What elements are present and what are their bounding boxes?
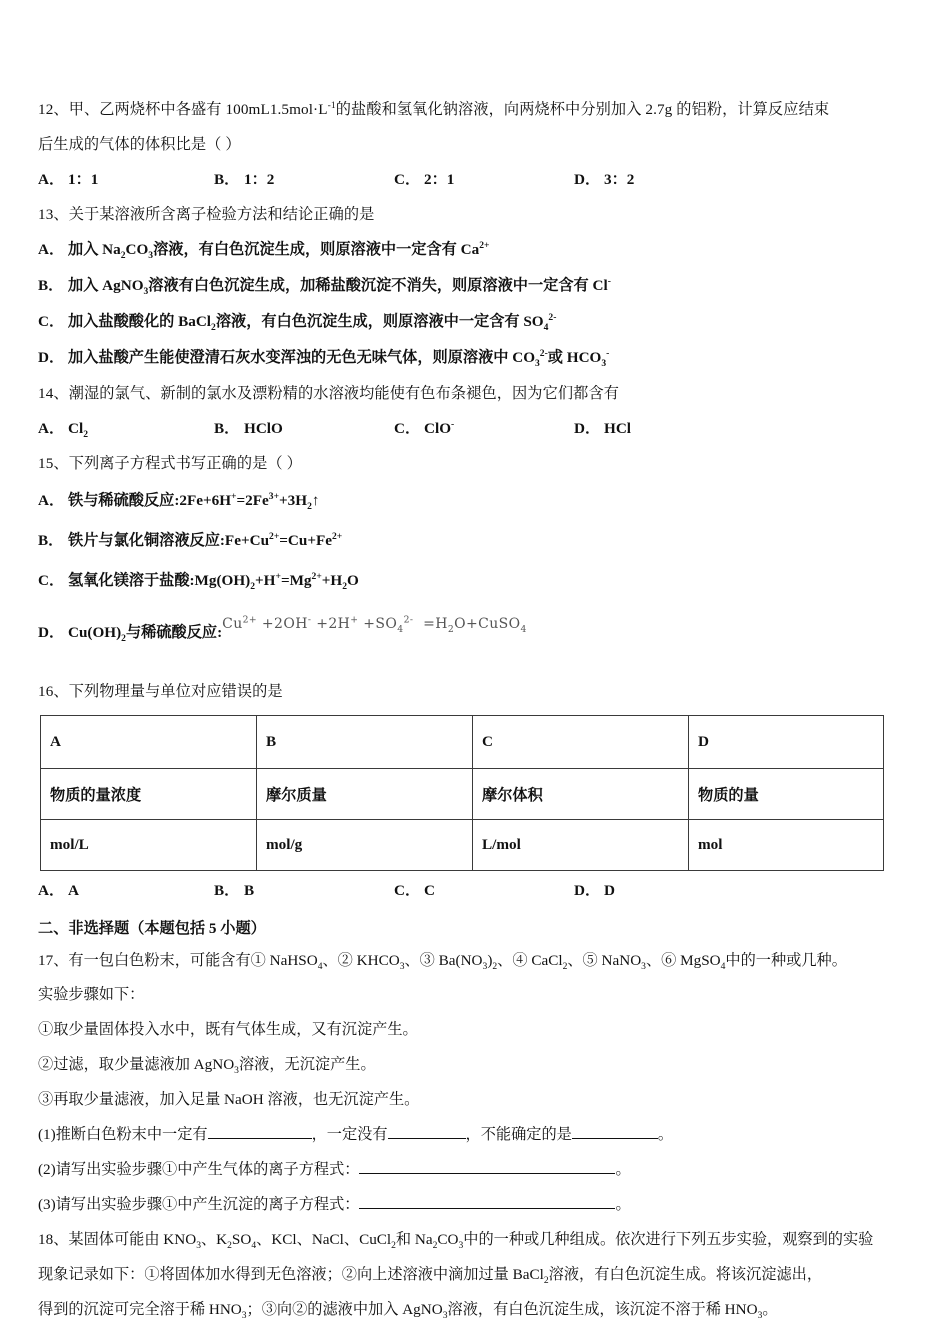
answer-blank-5[interactable] xyxy=(359,1194,615,1209)
question-17-stem-text: 有一包白色粉末，可能含有① NaHSO$_4$、② $KHCO_3$、③ $Ba(NO_3)_2$、④ CaCl$_2$、⑤ NaNO$_3$、⑥ MgSO$_4$中的一种或几种。 xyxy=(68,952,847,973)
question-15-option-a[interactable]: A． 铁与稀硫酸反应$:2Fe+6H^+=2Fe^{3+}+3H_2↑$ xyxy=(38,490,320,513)
question-17-step-3: ③再取少量滤液，加入足量 NaOH 溶液，也无沉淀产生。 xyxy=(38,1091,420,1108)
question-18-line-2 xyxy=(38,1257,910,1292)
question-17-sub-2: (2)请写出实验步骤①中产生气体的离子方程式： 。 xyxy=(38,1161,631,1178)
question-14-options xyxy=(38,411,910,446)
table-cell-header-a: A xyxy=(41,716,257,769)
question-12-option-d[interactable]: D． 3：2 xyxy=(574,171,635,188)
table-cell-quantity-a: 物质的量浓度 xyxy=(41,769,257,820)
question-13-option-c[interactable]: C． 加入盐酸酸化的 BaCl$_2$溶液，有白色沉淀生成，则原溶液中一定含有 $SO_4^{2-}$ xyxy=(38,311,557,334)
question-12-stem-text-a: 甲、乙两烧杯中各盛有 $100mL1.5mol\cdot L^{-1}$的盐酸和氢氧化钠溶液，向两烧杯中分别加入 2.7g 的铝粉，计算反应结束 xyxy=(68,99,830,118)
table-cell-header-c: C xyxy=(473,716,689,769)
table-cell-header-d: D xyxy=(689,716,884,769)
question-18-line-1 xyxy=(38,1222,910,1257)
question-14-option-d[interactable]: D． HCl xyxy=(574,420,632,437)
question-14-number: 14、 xyxy=(38,385,69,402)
physical-quantity-unit-table xyxy=(40,715,884,871)
table-row-header xyxy=(41,716,884,769)
question-16-option-c[interactable]: C． C xyxy=(394,882,435,899)
question-17-sub-1: (1)推断白色粉末中一定有 ，一定没有 ，不能确定的是 。 xyxy=(38,1126,674,1143)
question-12-number: 12、 xyxy=(38,101,69,118)
question-16-option-a[interactable]: A． A xyxy=(38,882,79,899)
answer-blank-1[interactable] xyxy=(208,1124,312,1139)
question-17-step-1: ①取少量固体投入水中，既有气体生成，又有沉淀产生。 xyxy=(38,1021,418,1038)
question-18-line-2-text: 现象记录如下：①将固体加水得到无色溶液；②向上述溶液中滴加过量 BaCl$_2$溶液，有白色沉淀生成。将该沉淀滤出， xyxy=(38,1266,822,1287)
question-14 xyxy=(38,376,910,446)
question-15-stem: 15、下列离子方程式书写正确的是（ ） xyxy=(38,455,302,472)
question-16-option-d[interactable]: D． D xyxy=(574,882,615,899)
question-15-option-d-equation: $Cu^{2+} +2OH^- +2H^+ +SO_4^{2-}$ $=H_2O+CuSO_4$ xyxy=(222,614,527,635)
question-12-option-b[interactable]: B． 1：2 xyxy=(214,171,275,188)
question-15-option-b[interactable]: B． 铁片与氯化铜溶液反应$:Fe+Cu^{2+}=Cu+Fe^{2+}$ xyxy=(38,530,343,549)
table-cell-quantity-d: 物质的量 xyxy=(689,769,884,820)
table-cell-quantity-c: 摩尔体积 xyxy=(473,769,689,820)
question-15-number: 15、 xyxy=(38,455,69,472)
question-18-line-3-text: 得到的沉淀可完全溶于稀 $HNO_3$；③向②的滤液中加入 AgNO$_3$溶液，有白色沉淀生成，该沉淀不溶于稀 $HNO_3$。 xyxy=(38,1301,778,1322)
question-15 xyxy=(38,446,910,655)
question-17-stem xyxy=(38,944,910,977)
section-2-title: 二、非选择题（本题包括 5 小题） xyxy=(38,920,266,937)
question-14-stem: 14、潮湿的氯气、新制的氯水及漂粉精的水溶液均能使有色布条褪色，因为它们都含有 xyxy=(38,385,620,402)
question-17-sub-3: (3)请写出实验步骤①中产生沉淀的离子方程式： 。 xyxy=(38,1196,631,1213)
question-12-stem-line-1 xyxy=(38,92,910,127)
question-18-line-1-text: 某固体可能由 $KNO_3$、$K_2SO_4$、KCl、NaCl、CuCl$_2$和 $Na_2CO_3$中的一种或几种组成。依次进行下列五步实验，观察到的实验 xyxy=(68,1231,874,1252)
question-17 xyxy=(38,944,910,1222)
question-14-option-b[interactable]: B． HClO xyxy=(214,420,283,437)
question-13-option-b[interactable]: B． 加入 AgNO$_3$溶液有白色沉淀生成，加稀盐酸沉淀不消失，则原溶液中一定含有 Cl- xyxy=(38,275,611,298)
question-12-option-c[interactable]: C． 2：1 xyxy=(394,171,455,188)
answer-blank-4[interactable] xyxy=(359,1159,615,1174)
question-13-option-d[interactable]: D． 加入盐酸产生能使澄清石灰水变浑浊的无色无味气体，则原溶液中 $CO_3^{2-}$或 $HCO_3^-$ xyxy=(38,347,610,370)
table-cell-unit-a: mol/L xyxy=(41,820,257,871)
question-12-options xyxy=(38,162,910,197)
table-cell-quantity-b: 摩尔质量 xyxy=(257,769,473,820)
question-18-number: 18、 xyxy=(38,1231,69,1248)
question-15-option-d[interactable]: D． $Cu(OH)_2$与稀硫酸反应$:Cu^{2+} +2OH^- +2H^+ +SO_4^{2-}$ $=H_2O+CuSO_4$ xyxy=(38,614,527,645)
question-18 xyxy=(38,1222,910,1327)
table-cell-unit-b: mol/g xyxy=(257,820,473,871)
question-16-number: 16、 xyxy=(38,683,69,700)
table-row-unit xyxy=(41,820,884,871)
question-12-stem-line-2: 后生成的气体的体积比是（ ） xyxy=(38,136,241,153)
question-13-stem: 13、关于某溶液所含离子检验方法和结论正确的是 xyxy=(38,206,375,223)
question-16 xyxy=(38,677,910,906)
question-12 xyxy=(38,92,910,197)
question-14-option-a[interactable]: A． $Cl_2$ xyxy=(38,420,88,441)
question-16-options xyxy=(38,876,910,906)
table-row-quantity xyxy=(41,769,884,820)
table-cell-header-b: B xyxy=(257,716,473,769)
table-cell-unit-c: L/mol xyxy=(473,820,689,871)
question-16-option-b[interactable]: B． B xyxy=(214,882,255,899)
question-13-option-a[interactable]: A． 加入 $Na_2CO_3$溶液，有白色沉淀生成，则原溶液中一定含有 $Ca^{2+}$ xyxy=(38,239,490,262)
question-14-option-c[interactable]: C． ClO- xyxy=(394,418,455,437)
question-17-number: 17、 xyxy=(38,952,69,969)
question-18-line-3 xyxy=(38,1292,910,1327)
question-17-steps-label: 实验步骤如下： xyxy=(38,986,145,1003)
question-12-superscript: -1 xyxy=(327,99,336,111)
question-17-step-2: ②过滤，取少量滤液加 AgNO$_3$溶液，无沉淀产生。 xyxy=(38,1056,376,1077)
answer-blank-3[interactable] xyxy=(572,1124,658,1139)
question-16-stem: 16、下列物理量与单位对应错误的是 xyxy=(38,683,283,700)
question-15-option-c[interactable]: C． 氢氧化镁溶于盐酸$:Mg(OH)_2+H^+=Mg^{2+}+H_2O$ xyxy=(38,570,359,593)
answer-blank-2[interactable] xyxy=(388,1124,466,1139)
table-cell-unit-d: mol xyxy=(689,820,884,871)
question-12-option-a[interactable]: A． 1：1 xyxy=(38,171,99,188)
question-13-number: 13、 xyxy=(38,206,69,223)
question-13 xyxy=(38,197,910,376)
